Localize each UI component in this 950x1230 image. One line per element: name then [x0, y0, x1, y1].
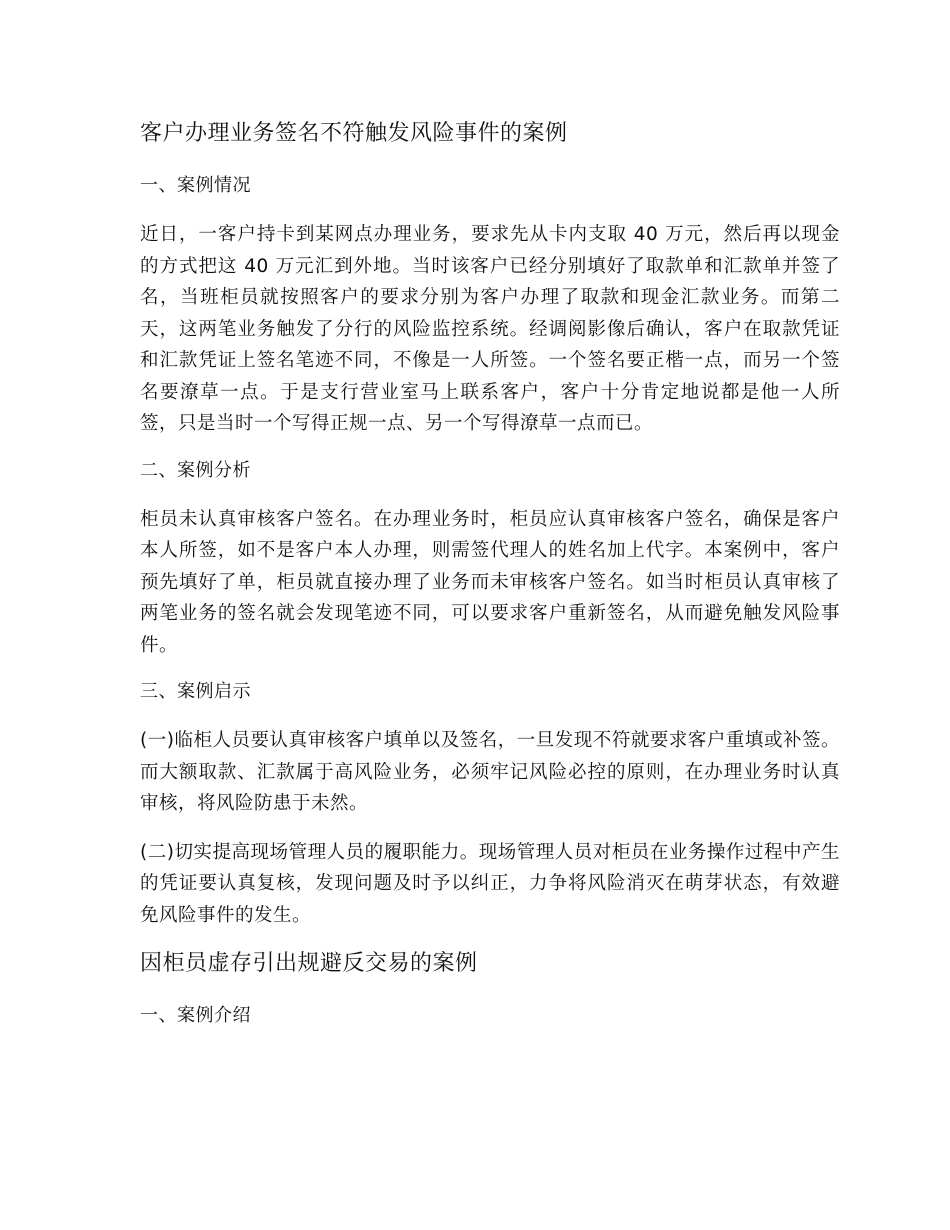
paragraph-lesson-1: (一)临柜人员要认真审核客户填单以及签名，一旦发现不符就要求客户重填或补签。而大额取款、汇款属于高风险业务，必须牢记风险必控的原则，在办理业务时认真审核，将风险防患于未然。	[140, 730, 840, 814]
section-heading-4: 一、案例介绍	[140, 1005, 251, 1026]
paragraph-case-description: 近日，一客户持卡到某网点办理业务，要求先从卡内支取 40 万元，然后再以现金的方式把这 40 万元汇到外地。当时该客户已经分别填好了取款单和汇款单并签了名，当班柜员就按照客户的要求分别为客户办理了取款和现金汇款业务。而第二天，这两笔业务触发了分行的风险监控系统。经调阅影像后确认，客户在取款凭证和汇款凭证上签名笔迹不同，不像是一人所签。一个签名要正楷一点，而另一个签名要潦草一点。于是支行营业室马上联系客户，客户十分肯定地说都是他一人所签，只是当时一个写得正规一点、另一个写得潦草一点而已。	[140, 224, 840, 434]
document-page	[140, 118, 840, 1049]
section-heading-1: 一、案例情况	[140, 175, 251, 196]
section-heading-3: 三、案例启示	[140, 681, 251, 702]
paragraph-lesson-2: (二)切实提高现场管理人员的履职能力。现场管理人员对柜员在业务操作过程中产生的凭证要认真复核，发现问题及时予以纠正，力争将风险消灭在萌芽状态，有效避免风险事件的发生。	[140, 841, 840, 926]
paragraph-case-analysis: 柜员未认真审核客户签名。在办理业务时，柜员应认真审核客户签名，确保是客户本人所签，如不是客户本人办理，则需签代理人的姓名加上代字。本案例中，客户预先填好了单，柜员就直接办理了业务而未审核客户签名。如当时柜员认真审核了两笔业务的签名就会发现笔迹不同，可以要求客户重新签名，从而避免触发风险事件。	[140, 508, 840, 656]
doc-title-1: 客户办理业务签名不符触发风险事件的案例	[140, 121, 568, 146]
doc-title-2: 因柜员虚存引出规避反交易的案例	[140, 951, 478, 976]
section-heading-2: 二、案例分析	[140, 459, 251, 481]
